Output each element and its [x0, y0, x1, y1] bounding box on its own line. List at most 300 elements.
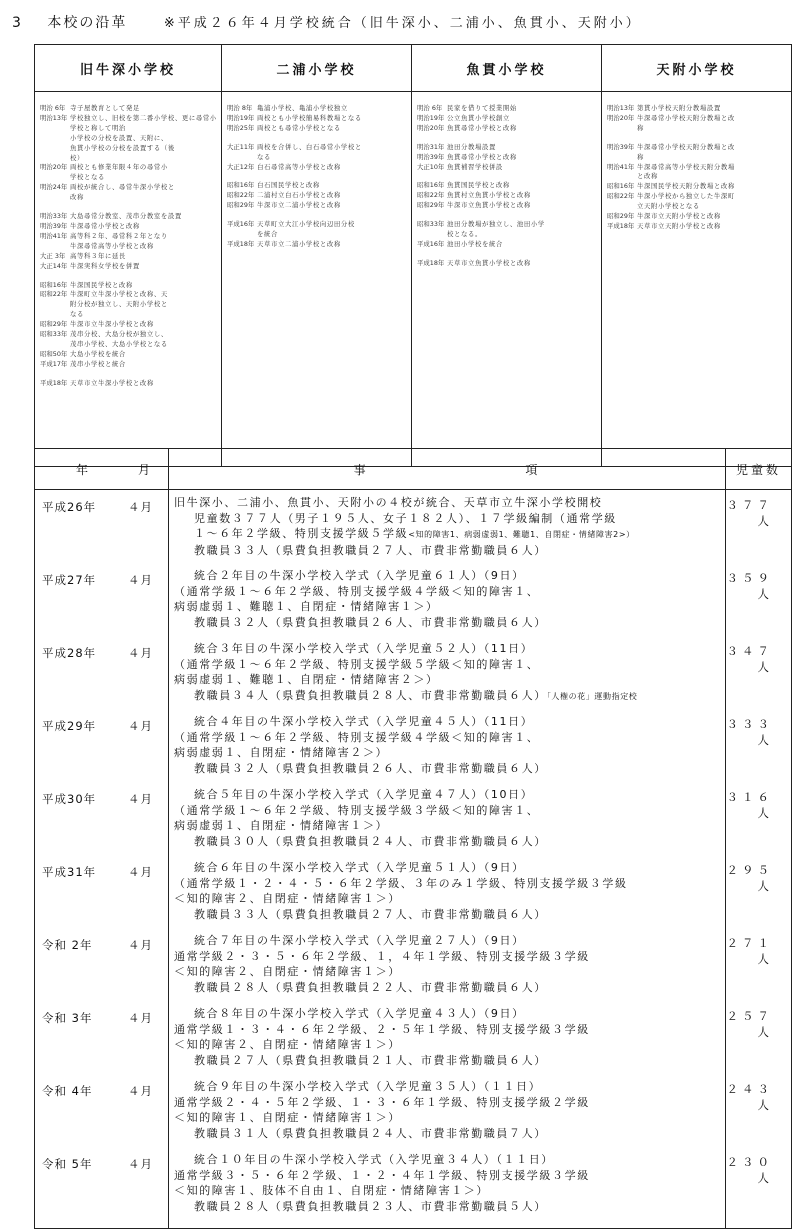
date-value: [36, 637, 167, 661]
student-count: ２７１人: [726, 928, 792, 1001]
history-entry: [227, 191, 408, 201]
section-heading: [12, 12, 642, 32]
row-year: 令和 4年: [42, 1084, 93, 1098]
history-row: [35, 1074, 792, 1147]
date-cell: [35, 928, 169, 1001]
event-line: 病弱虚弱１、自閉症・情緒障害１＞）: [174, 819, 389, 833]
row-month: ４月: [128, 938, 153, 952]
history-text: 高等科３年に延長: [70, 251, 126, 260]
history-year: 平成16年: [417, 239, 445, 248]
history-entry: [417, 259, 598, 269]
student-count: ３３３人: [726, 709, 792, 782]
history-entry: [417, 191, 598, 201]
history-entry: [417, 143, 598, 153]
history-entry: [40, 222, 218, 232]
school-history-cell: [35, 92, 222, 467]
event-cell: [169, 782, 726, 855]
date-cell: [35, 1147, 169, 1229]
history-text: 改称: [70, 193, 84, 202]
event-line: 統合３年目の牛深小学校入学式（入学児童５２人）（11日）: [194, 642, 534, 655]
event-text: [170, 783, 724, 849]
history-year: [40, 310, 70, 320]
history-entry: [607, 153, 788, 163]
event-header: [169, 449, 726, 490]
event-line: （通常学級１～６年２学級、特別支援学級４学級＜知的障害１、: [174, 584, 540, 598]
history-entry: [40, 154, 218, 164]
history-year: 平成17年: [40, 359, 68, 368]
event-cell: [169, 1074, 726, 1147]
event-text: [170, 710, 724, 776]
history-text: 寺子屋教育として発足: [70, 104, 140, 112]
student-count: ２３０人: [726, 1147, 792, 1229]
history-year: 昭和29年: [417, 201, 445, 210]
event-line: ＜知的障害２、自閉症・情緒障害１＞）: [174, 892, 401, 906]
student-count: ３４７人: [726, 636, 792, 709]
history-entry: [607, 192, 788, 202]
event-text: [170, 929, 724, 995]
history-text: 両校とも小学校簡易科教場となる: [257, 113, 362, 122]
event-text: [170, 491, 724, 558]
history-entry: [40, 242, 218, 252]
history-text: 牛深小学校から独立した牛深町: [637, 192, 735, 201]
date-cell: [35, 1001, 169, 1074]
event-line: 病弱虚弱１、難聴１、自閉症・情緒障害１＞）: [174, 600, 439, 614]
history-entry: [607, 104, 788, 114]
event-line-small: <知的障害1、病弱虚弱1、難聴1、自閉症・情緒障害2>）: [408, 530, 635, 540]
history-text: 白石尋常高等小学校と改称: [257, 162, 341, 171]
history-text: 牛深尋常小学校天附分教場と改: [637, 113, 735, 122]
row-year: 平成27年: [42, 573, 97, 587]
history-text: 校）: [70, 153, 84, 162]
school-history-list: [417, 104, 598, 269]
event-text: [170, 637, 724, 704]
student-count: ３７７人: [726, 490, 792, 564]
history-year: 平成16年: [227, 220, 255, 229]
school-history-list: [607, 104, 788, 232]
history-text: 魚貫小学校の分校を設置する（後: [70, 143, 175, 152]
event-line: 病弱虚弱１、難聴１、自閉症・情緒障害２＞）: [174, 673, 439, 687]
event-line: ＜知的障害１、自閉症・情緒障害１＞）: [174, 1111, 401, 1125]
event-line: 教職員３２人（県費負担教職員２６人、市費非常勤職員６人）: [194, 615, 547, 629]
history-entry: [417, 181, 598, 191]
history-entry: [40, 281, 218, 291]
date-cell: [35, 782, 169, 855]
event-line: 統合９年目の牛深小学校入学式（入学児童３５人）（１１日）: [194, 1080, 542, 1093]
event-line: 統合７年目の牛深小学校入学式（入学児童２７人）（9日）: [194, 934, 525, 947]
history-text: 両校とも尋常小学校となる: [257, 123, 341, 132]
school-history-list: [40, 104, 218, 389]
event-line: （通常学級１～６年２学級、特別支援学級３学級＜知的障害１、: [174, 803, 540, 817]
event-header-b: 項: [525, 462, 541, 477]
row-month: ４月: [128, 865, 153, 879]
history-text: 亀浦小学校、亀浦小学校独立: [257, 104, 348, 112]
history-year: 昭和29年: [227, 201, 255, 210]
event-text: [170, 1075, 724, 1141]
history-entry: [40, 330, 218, 340]
date-cell: [35, 636, 169, 709]
history-year: 昭和16年: [40, 280, 68, 289]
history-text: なる: [257, 152, 271, 161]
history-text: を統合: [257, 230, 278, 239]
history-text: 魚貫村立魚貫小学校と改称: [447, 191, 531, 200]
history-entry: [607, 202, 788, 212]
student-count: ２５７人: [726, 1001, 792, 1074]
event-line: 統合６年目の牛深小学校入学式（入学児童５１人）（9日）: [194, 861, 525, 874]
merger-note: ※平成２６年４月学校統合（旧牛深小、二浦小、魚貫小、天附小）: [163, 16, 642, 31]
history-year: 明治 6年: [417, 104, 443, 112]
history-entry: [40, 114, 218, 134]
event-line: 教職員２７人（県費負担教職員２１人、市費非常勤職員６人）: [194, 1053, 547, 1067]
history-entry: [40, 193, 218, 203]
history-text: 公立魚貫小学校創立: [447, 113, 510, 122]
event-text: [170, 1148, 724, 1214]
annual-history-table: [34, 448, 792, 1229]
date-value: [36, 1148, 167, 1172]
history-year: 明治19年: [417, 113, 445, 122]
history-year: 昭和29年: [607, 212, 635, 221]
history-year: [227, 230, 257, 240]
history-text: 両校が統合し、尋常牛深小学校と: [70, 183, 175, 192]
history-text: 牛深町立牛深小学校と改称、天: [70, 290, 168, 299]
history-entry: [417, 104, 598, 114]
history-entry: [607, 143, 788, 153]
history-year: 昭和29年: [40, 320, 68, 329]
date-value: [36, 564, 167, 588]
history-entry: [607, 182, 788, 192]
section-title: 本校の沿革: [47, 15, 128, 31]
history-year: 昭和16年: [227, 181, 255, 190]
history-year: 明治20年: [40, 163, 68, 172]
date-cell: [35, 1074, 169, 1147]
history-entry: [40, 163, 218, 173]
event-line: 統合８年目の牛深小学校入学式（入学児童４３人）（9日）: [194, 1007, 525, 1020]
history-year: 大正14年: [40, 261, 68, 270]
year-header: 年: [76, 462, 92, 477]
event-cell: [169, 1001, 726, 1074]
history-year: 大正11年: [227, 142, 255, 151]
row-year: 令和 3年: [42, 1011, 93, 1025]
school-name: 天附小学校: [602, 45, 792, 92]
event-line: 通常学級３・５・６年２学級、１・２・４年１学級、特別支援学級３学級: [174, 1168, 590, 1182]
history-text: 立天附小学校となる: [637, 202, 700, 211]
event-text: [170, 564, 724, 630]
history-text: 池田分教場設置: [447, 142, 496, 151]
history-text: 小学校の分校を設置、天附に、: [70, 133, 168, 142]
history-text: 牛深国民学校天附分教場と改称: [637, 182, 735, 191]
school-history-list: [227, 104, 408, 250]
history-text: 牛深市立魚貫小学校と改称: [447, 201, 531, 210]
history-year: [607, 153, 637, 163]
history-year: 明治39年: [417, 152, 445, 161]
row-year: 平成31年: [42, 865, 97, 879]
event-line: （通常学級１～６年２学級、特別支援学級５学級＜知的障害１、: [174, 657, 540, 671]
student-count: ３１６人: [726, 782, 792, 855]
history-year: [40, 173, 70, 183]
date-cell: [35, 490, 169, 564]
history-entry: [227, 181, 408, 191]
event-note: 「人権の花」運動指定校: [546, 691, 638, 701]
history-year: 昭和22年: [40, 290, 68, 299]
history-year: [227, 153, 257, 163]
history-year: 明治39年: [607, 142, 635, 151]
history-row: [35, 855, 792, 928]
history-text: 牛深市立牛深小学校と改称: [70, 320, 154, 329]
history-entry: [227, 143, 408, 153]
date-value: [36, 783, 167, 807]
history-text: 校となる。: [447, 230, 482, 239]
history-entry: [417, 230, 598, 240]
history-entry: [40, 252, 218, 262]
history-text: 茂串分校、大島分校が独立し、: [70, 330, 168, 339]
history-text: 魚貫国民学校と改称: [447, 181, 510, 190]
history-entry: [417, 153, 598, 163]
event-line: 教職員２８人（県費負担教職員２２人、市費非常勤職員６人）: [194, 980, 547, 994]
history-text: 魚貫補習学校併設: [447, 162, 503, 171]
history-text: なる: [70, 310, 84, 319]
history-row: [35, 782, 792, 855]
event-line: 旧牛深小、二浦小、魚貫小、天附小の４校が統合、天草市立牛深小学校開校: [174, 496, 603, 509]
school-name: 旧牛深小学校: [35, 45, 222, 92]
history-year: 明治20年: [607, 113, 635, 122]
history-entry: [40, 340, 218, 350]
date-value: [36, 929, 167, 953]
history-row: [35, 709, 792, 782]
history-text: 牛深尋常小学校天附分教場と改: [637, 142, 735, 151]
history-text: 二浦村立白石小学校と改称: [257, 191, 341, 200]
history-entry: [40, 104, 218, 114]
history-text: 大島尋常分教室、茂串分教室を設置: [70, 212, 182, 221]
history-text: 池田小学校を統合: [447, 239, 503, 248]
history-year: 昭和50年: [40, 349, 68, 358]
history-year: [40, 144, 70, 154]
history-year: 明治19年: [227, 113, 255, 122]
history-text: 民家を借りて授業開始: [447, 104, 517, 112]
history-year: 昭和16年: [607, 182, 635, 191]
date-cell: [35, 709, 169, 782]
event-cell: [169, 563, 726, 636]
date-cell: [35, 855, 169, 928]
history-year: 大正12年: [227, 162, 255, 171]
history-year: [40, 340, 70, 350]
event-cell: [169, 1147, 726, 1229]
history-year: [607, 172, 637, 182]
event-line: 通常学級２・３・５・６年２学級、１，４年１学級、特別支援学級３学級: [174, 949, 590, 963]
history-year: 平成18年: [40, 378, 68, 387]
row-month: ４月: [128, 1157, 153, 1171]
history-text: 称: [637, 152, 644, 161]
history-entry: [227, 201, 408, 211]
history-year: [607, 202, 637, 212]
history-year: [40, 300, 70, 310]
history-entry: [40, 360, 218, 370]
event-line: 統合２年目の牛深小学校入学式（入学児童６１人）（9日）: [194, 569, 525, 582]
history-entry: [227, 240, 408, 250]
history-year: [40, 154, 70, 164]
event-line: 統合４年目の牛深小学校入学式（入学児童４５人）（11日）: [194, 715, 534, 728]
history-text: 牛深尋常高等小学校と改称: [70, 241, 154, 250]
event-line: 統合１０年目の牛深小学校入学式（入学児童３４人）（１１日）: [194, 1153, 554, 1166]
history-text: 魚貫尋常小学校と改称: [447, 123, 517, 132]
row-year: 平成26年: [42, 500, 97, 514]
history-entry: [40, 310, 218, 320]
history-text: 天草市立天附小学校と改称: [637, 221, 721, 230]
history-year: [417, 230, 447, 240]
school-name: 魚貫小学校: [412, 45, 602, 92]
date-value: [36, 1002, 167, 1026]
history-year: 明治 6年: [40, 104, 66, 112]
event-cell: [169, 490, 726, 564]
history-text: 第貫小学校天附分教場設置: [637, 104, 721, 112]
history-entry: [607, 212, 788, 222]
history-entry: [227, 220, 408, 230]
history-year: 昭和22年: [417, 191, 445, 200]
history-year: 大正 3年: [40, 251, 66, 260]
school-history-table: [34, 44, 792, 467]
history-text: 茂串小学校と統合: [70, 359, 126, 368]
history-text: 池田分教場が独立し、池田小学: [447, 220, 545, 229]
month-header: 月: [137, 462, 153, 477]
history-year: 明治31年: [417, 142, 445, 151]
history-year: 昭和33年: [40, 330, 68, 339]
history-year: 明治13年: [40, 113, 68, 122]
history-entry: [40, 350, 218, 360]
history-text: 茂串小学校、大島小学校となる: [70, 339, 168, 348]
school-history-cell: [602, 92, 792, 467]
history-year: 昭和16年: [417, 181, 445, 190]
history-text: 牛深市立天附小学校と改称: [637, 212, 721, 221]
history-year: 明治24年: [40, 183, 68, 192]
history-text: 牛深尋常高等小学校天附分教場: [637, 162, 735, 171]
date-value: [36, 710, 167, 734]
history-entry: [607, 163, 788, 173]
history-year: 平成18年: [607, 221, 635, 230]
row-month: ４月: [128, 500, 153, 514]
history-entry: [227, 124, 408, 134]
section-number: 3: [12, 15, 23, 31]
event-cell: [169, 855, 726, 928]
student-count: ２４３人: [726, 1074, 792, 1147]
history-year: 明治20年: [417, 123, 445, 132]
history-text: 天草町立大江小学校向辺田分校: [257, 220, 355, 229]
row-month: ４月: [128, 792, 153, 806]
history-entry: [227, 230, 408, 240]
event-line: 統合５年目の牛深小学校入学式（入学児童４７人）（10日）: [194, 788, 534, 801]
history-entry: [417, 220, 598, 230]
history-year: 平成18年: [227, 239, 255, 248]
history-entry: [227, 114, 408, 124]
year-month-header: [35, 449, 169, 490]
history-entry: [40, 232, 218, 242]
history-entry: [40, 144, 218, 154]
row-year: 令和 5年: [42, 1157, 93, 1171]
history-year: 明治25年: [227, 123, 255, 132]
date-value: [36, 1075, 167, 1099]
history-year: 大正10年: [417, 162, 445, 171]
history-entry: [607, 172, 788, 182]
history-text: 大島小学校を統合: [70, 349, 126, 358]
date-value: [36, 491, 167, 515]
history-row: [35, 1147, 792, 1229]
row-month: ４月: [128, 1011, 153, 1025]
history-entry: [417, 240, 598, 250]
event-line: 教職員３２人（県費負担教職員２６人、市費非常勤職員６人）: [194, 761, 547, 775]
history-entry: [40, 290, 218, 300]
history-year: 昭和33年: [417, 220, 445, 229]
date-cell: [35, 563, 169, 636]
history-text: 称: [637, 123, 644, 132]
event-text: [170, 1002, 724, 1068]
event-line: 教職員３１人（県費負担教職員２４人、市費非常勤職員７人）: [194, 1126, 547, 1140]
history-entry: [40, 173, 218, 183]
history-year: 明治41年: [607, 162, 635, 171]
history-year: [40, 134, 70, 144]
history-entry: [227, 104, 408, 114]
history-text: 魚貫尋常小学校と改称: [447, 152, 517, 161]
school-name: 二浦小学校: [222, 45, 412, 92]
event-header-a: 事: [353, 462, 369, 477]
row-month: ４月: [128, 646, 153, 660]
event-line: ＜知的障害１、肢体不自由１、自閉症・情緒障害１＞）: [174, 1184, 489, 1198]
history-entry: [40, 183, 218, 193]
event-line: 病弱虚弱１、自閉症・情緒障害２＞）: [174, 746, 389, 760]
event-cell: [169, 636, 726, 709]
history-text: 天草市立魚貫小学校と改称: [447, 258, 531, 267]
student-count: ３５９人: [726, 563, 792, 636]
history-row: [35, 563, 792, 636]
history-text: 天草市立牛深小学校と改称: [70, 378, 154, 387]
history-entry: [40, 262, 218, 272]
date-value: [36, 856, 167, 880]
history-entry: [417, 201, 598, 211]
event-cell: [169, 928, 726, 1001]
history-entry: [40, 320, 218, 330]
history-text: 牛深実科女学校を併置: [70, 261, 140, 270]
history-text: 牛深尋常小学校と改称: [70, 221, 140, 230]
history-year: 平成18年: [417, 258, 445, 267]
history-text: 学校となる: [70, 173, 105, 182]
history-year: 昭和22年: [227, 191, 255, 200]
history-entry: [417, 124, 598, 134]
history-entry: [607, 222, 788, 232]
history-entry: [40, 212, 218, 222]
history-row: [35, 928, 792, 1001]
history-text: 両校を合併し、白石尋常小学校と: [257, 142, 362, 151]
event-line: 児童数３７７人（男子１９５人、女子１８２人）、１７学級編制（通常学級: [194, 511, 617, 525]
history-row: [35, 1001, 792, 1074]
event-line: 教職員３０人（県費負担教職員２４人、市費非常勤職員６人）: [194, 834, 547, 848]
row-month: ４月: [128, 1084, 153, 1098]
event-line: 教職員３３人（県費負担教職員２７人、市費非常勤職員６人）: [194, 907, 547, 921]
history-entry: [227, 153, 408, 163]
history-year: 明治39年: [40, 221, 68, 230]
event-line: １～６年２学級、特別支援学級５学級: [194, 527, 409, 541]
history-year: [607, 124, 637, 134]
event-line: ＜知的障害２、自閉症・情緒障害１＞）: [174, 965, 401, 979]
history-text: 牛深国民学校と改称: [70, 280, 133, 289]
history-text: 天草市立二浦小学校と改称: [257, 239, 341, 248]
history-entry: [607, 114, 788, 124]
row-year: 平成30年: [42, 792, 97, 806]
history-entry: [417, 114, 598, 124]
history-text: 両校とも修業年限４年の尋常小: [70, 163, 168, 172]
history-text: 学校独立し、旧校を第二番小学校、更に尋常小学校と称して明治: [70, 113, 217, 132]
history-entry: [417, 163, 598, 173]
history-text: 附分校が独立し、天附小学校と: [70, 300, 168, 309]
event-line: 通常学級１・３・４・６年２学級、２・５年１学級、特別支援学級３学級: [174, 1022, 590, 1036]
school-history-cell: [412, 92, 602, 467]
history-year: 明治33年: [40, 212, 68, 221]
history-text: 白石国民学校と改称: [257, 181, 320, 190]
